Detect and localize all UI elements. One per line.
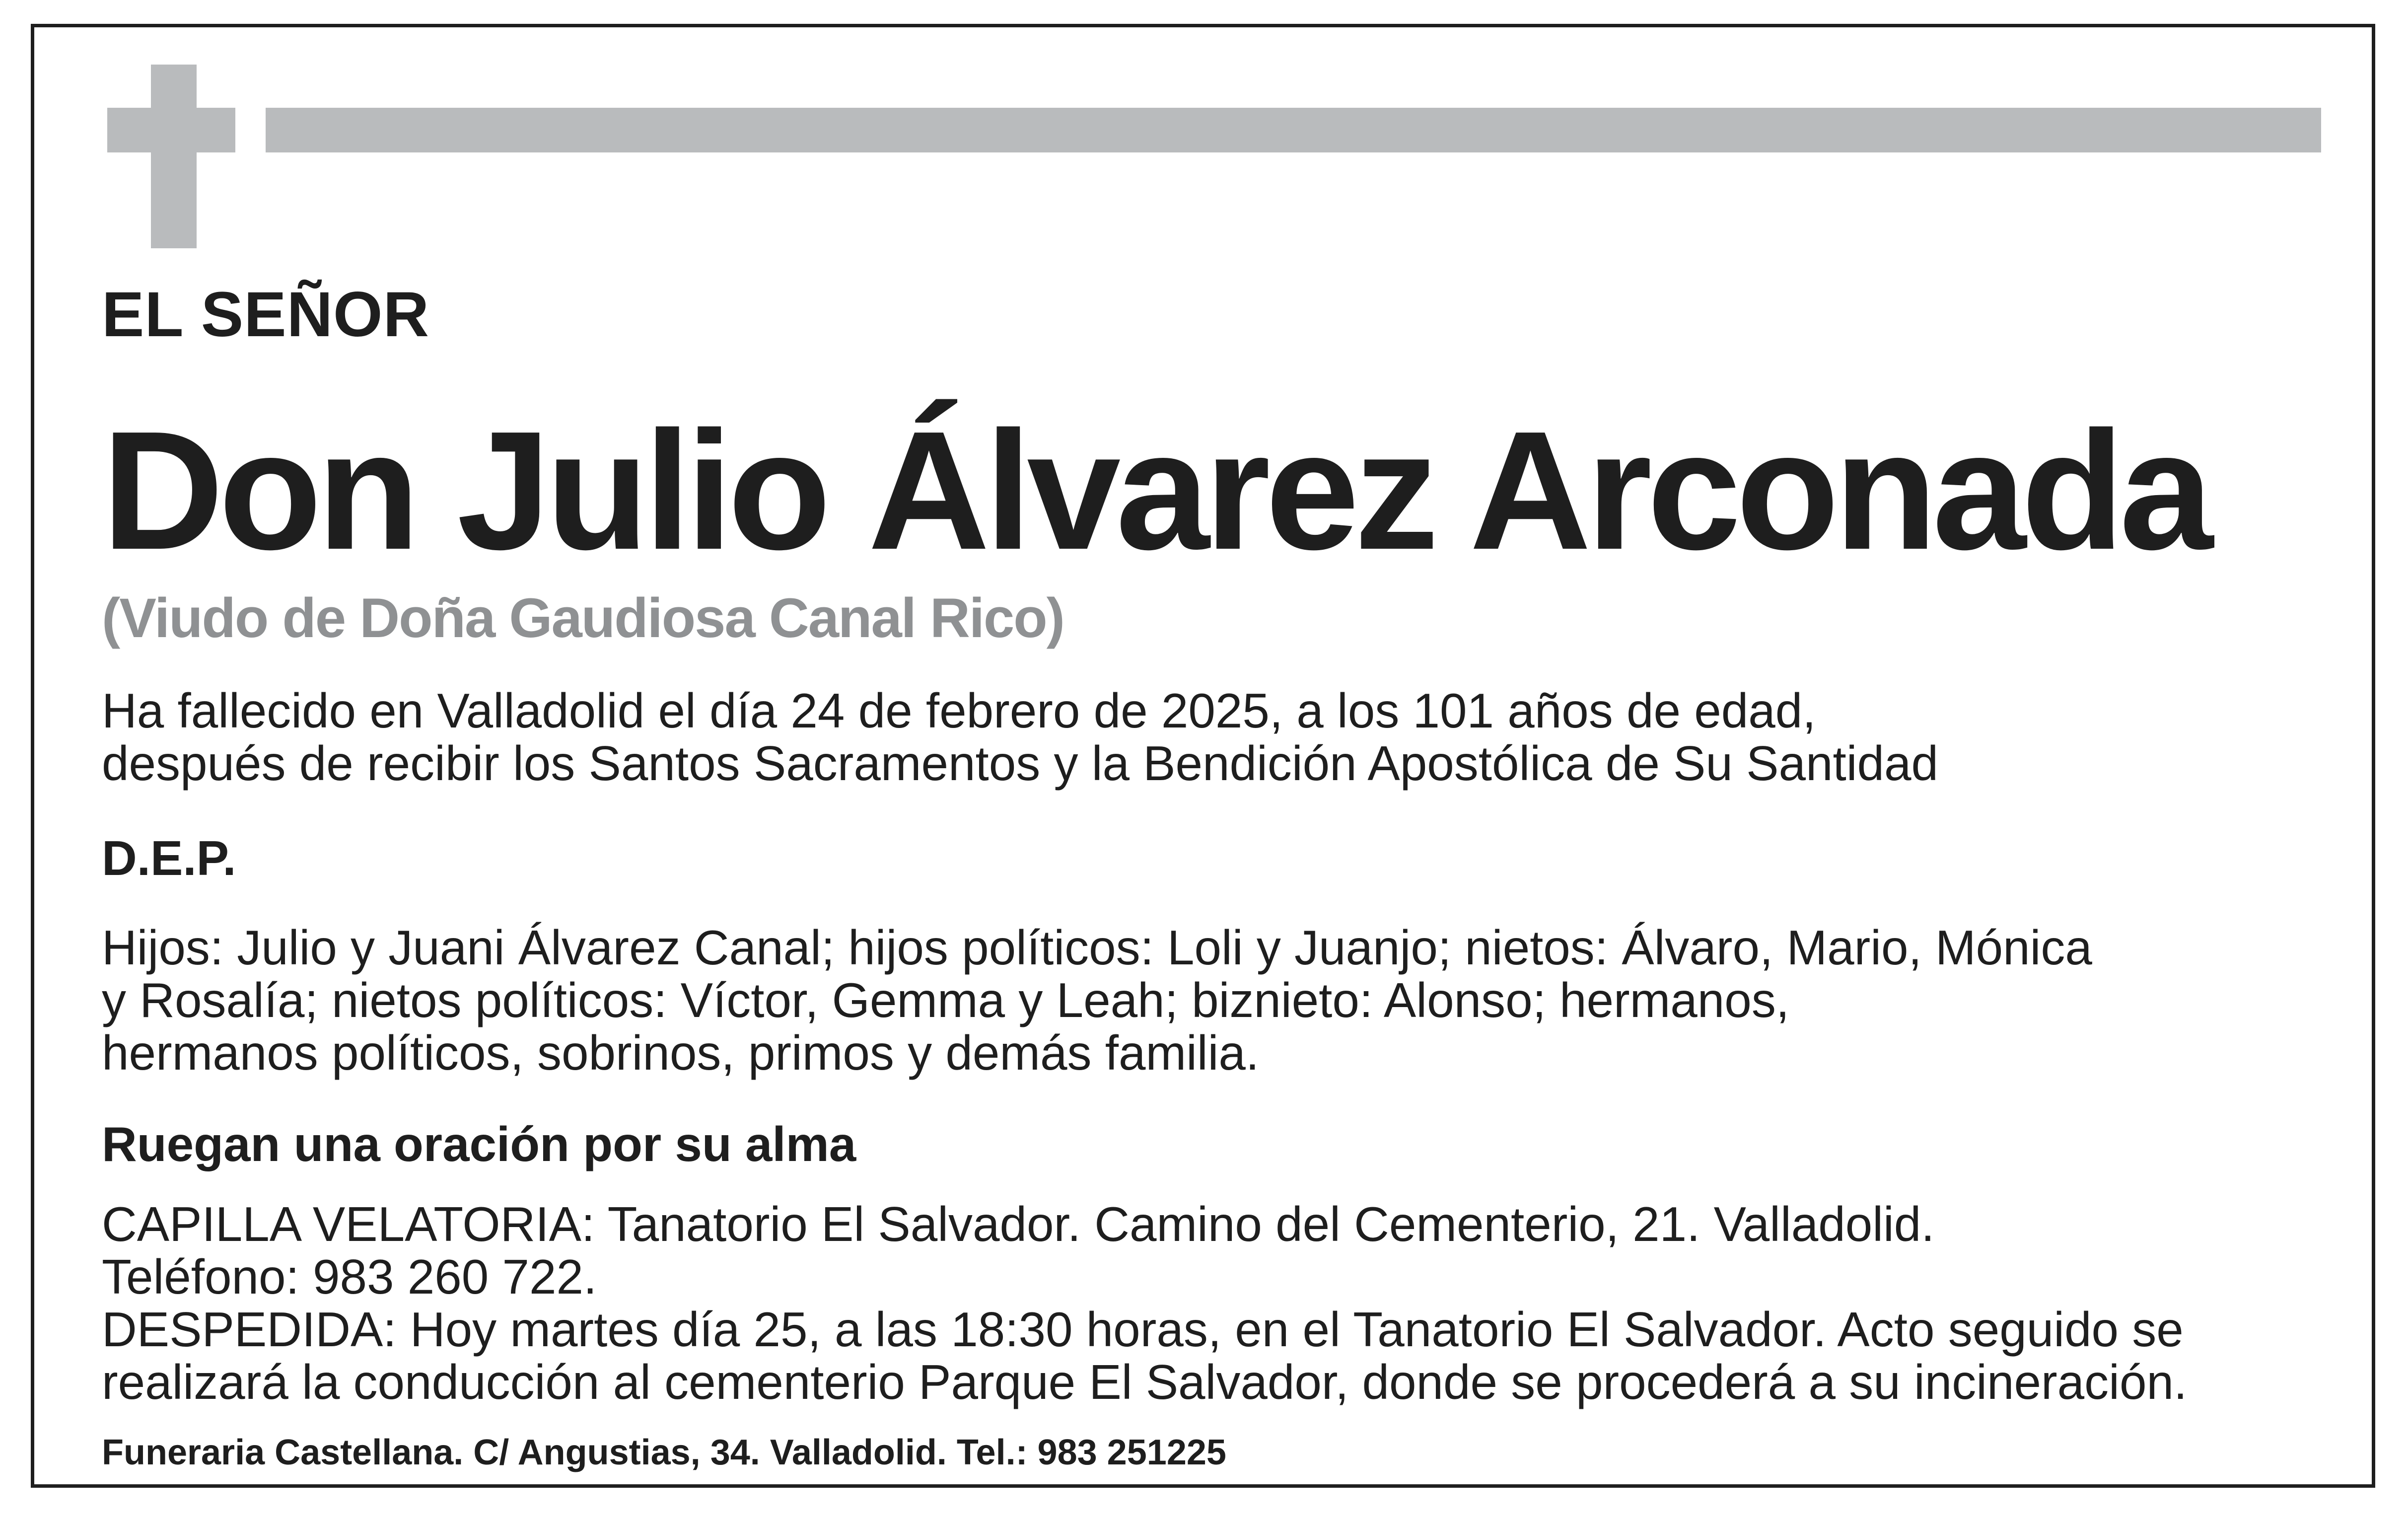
header-bar xyxy=(266,108,2321,152)
prayer-request: Ruegan una oración por su alma xyxy=(102,1117,856,1171)
honorific: EL SEÑOR xyxy=(102,279,429,350)
widow-note: (Viudo de Doña Gaudiosa Canal Rico) xyxy=(102,587,1064,649)
deceased-name: Don Julio Álvarez Arconada xyxy=(102,396,2208,585)
service-line: DESPEDIDA: Hoy martes día 25, a las 18:30 horas, en el Tanatorio El Salvador. Acto seguido se xyxy=(102,1302,2184,1357)
service-line: CAPILLA VELATORIA: Tanatorio El Salvador. Camino del Cementerio, 21. Valladolid. xyxy=(102,1197,1935,1251)
cross-icon xyxy=(151,65,197,248)
family-line: y Rosalía; nietos políticos: Víctor, Gemma y Leah; biznieto: Alonso; hermanos, xyxy=(102,973,1790,1027)
service-line: realizará la conducción al cementerio Parque El Salvador, donde se procederá a su incineración. xyxy=(102,1355,2188,1409)
cross-icon-crossbar xyxy=(107,108,235,152)
family-list xyxy=(102,921,2324,1079)
rest-in-peace: D.E.P. xyxy=(102,831,236,885)
service-details xyxy=(102,1198,2324,1408)
death-announcement xyxy=(102,684,2324,790)
death-line: Ha fallecido en Valladolid el día 24 de febrero de 2025, a los 101 años de edad, xyxy=(102,683,1816,738)
family-line: hermanos políticos, sobrinos, primos y demás familia. xyxy=(102,1025,1260,1080)
family-line: Hijos: Julio y Juani Álvarez Canal; hijos políticos: Loli y Juanjo; nietos: Álvaro, Mario, Mónica xyxy=(102,920,2092,975)
funeral-home-footer: Funeraria Castellana. C/ Angustias, 34. Valladolid. Tel.: 983 251225 xyxy=(102,1433,1226,1472)
service-line: Teléfono: 983 260 722. xyxy=(102,1249,597,1304)
death-line: después de recibir los Santos Sacramentos y la Bendición Apostólica de Su Santidad xyxy=(102,736,1939,791)
